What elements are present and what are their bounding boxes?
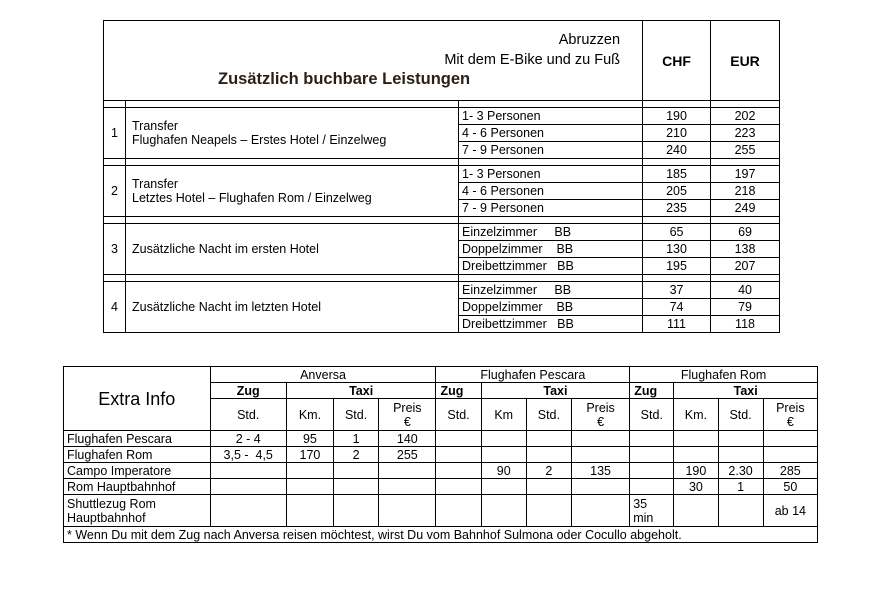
taxi-header: Taxi — [286, 383, 436, 399]
cell — [526, 447, 571, 463]
cell — [526, 495, 571, 527]
cell: 50 — [763, 479, 817, 495]
shuttle-zug-time: 35 — [633, 496, 648, 511]
std-header: Std. — [630, 399, 674, 431]
preis-label: Preis — [586, 400, 615, 415]
service-number: 2 — [104, 166, 126, 217]
cell — [571, 447, 629, 463]
cell: 255 — [379, 447, 436, 463]
cell — [630, 479, 674, 495]
cell: 2 - 4 — [210, 431, 286, 447]
cell — [379, 463, 436, 479]
price-chf: 111 — [643, 316, 711, 333]
service-option: Doppelzimmer BB — [459, 299, 643, 316]
service-option: 1- 3 Personen — [459, 108, 643, 125]
service-option: Doppelzimmer BB — [459, 241, 643, 258]
service-option: Dreibettzimmer BB — [459, 316, 643, 333]
service-desc-line1: Transfer — [132, 177, 179, 191]
cell — [674, 447, 718, 463]
cell — [571, 431, 629, 447]
shuttle-label-line2: Hauptbahnhof — [67, 510, 146, 525]
km-header: Km — [481, 399, 526, 431]
cell — [334, 479, 379, 495]
service-option: Dreibettzimmer BB — [459, 258, 643, 275]
service-1-row — [104, 108, 780, 125]
preis-header — [763, 399, 817, 431]
price-eur: 202 — [711, 108, 780, 125]
cell — [718, 447, 763, 463]
price-chf: 190 — [643, 108, 711, 125]
service-option: Einzelzimmer BB — [459, 282, 643, 299]
cell — [571, 495, 629, 527]
cell — [286, 495, 333, 527]
euro-label: € — [786, 414, 794, 429]
service-desc-line2: Letztes Hotel – Flughafen Rom / Einzelweg — [132, 191, 372, 205]
cell — [630, 463, 674, 479]
services-header-row — [104, 21, 780, 101]
std-header: Std. — [210, 399, 286, 431]
service-4-row — [104, 282, 780, 299]
cell: 95 — [286, 431, 333, 447]
cell: 2 — [334, 447, 379, 463]
price-chf: 37 — [643, 282, 711, 299]
service-option: 1- 3 Personen — [459, 166, 643, 183]
cell: 135 — [571, 463, 629, 479]
cell — [334, 495, 379, 527]
cell — [526, 479, 571, 495]
service-option: 4 - 6 Personen — [459, 183, 643, 200]
cell — [210, 463, 286, 479]
std-header: Std. — [436, 399, 481, 431]
cell — [436, 495, 481, 527]
price-chf: 205 — [643, 183, 711, 200]
price-chf: 210 — [643, 125, 711, 142]
page-title: Zusätzlich buchbare Leistungen — [218, 70, 471, 88]
preis-header — [571, 399, 629, 431]
preis-header — [379, 399, 436, 431]
cell — [630, 495, 674, 527]
price-chf: 235 — [643, 200, 711, 217]
zug-header: Zug — [630, 383, 674, 399]
shuttle-price: ab 14 — [763, 495, 817, 527]
table-row — [64, 479, 818, 495]
cell — [210, 479, 286, 495]
shuttle-zug-unit: min — [633, 510, 654, 525]
service-number: 4 — [104, 282, 126, 333]
cell — [674, 495, 718, 527]
price-eur: 255 — [711, 142, 780, 159]
row-label: Flughafen Rom — [64, 447, 211, 463]
price-eur: 207 — [711, 258, 780, 275]
currency-eur-header: EUR — [711, 21, 780, 101]
price-eur: 138 — [711, 241, 780, 258]
spacer-row — [104, 159, 780, 166]
cell — [526, 431, 571, 447]
price-eur: 218 — [711, 183, 780, 200]
service-option: 7 - 9 Personen — [459, 200, 643, 217]
cell — [718, 431, 763, 447]
price-chf: 74 — [643, 299, 711, 316]
cell — [286, 479, 333, 495]
cell: 1 — [718, 479, 763, 495]
cell — [436, 463, 481, 479]
row-label: Rom Hauptbahnhof — [64, 479, 211, 495]
price-eur: 79 — [711, 299, 780, 316]
service-description — [126, 224, 459, 275]
service-number: 3 — [104, 224, 126, 275]
service-option: Einzelzimmer BB — [459, 224, 643, 241]
price-chf: 185 — [643, 166, 711, 183]
row-label: Flughafen Pescara — [64, 431, 211, 447]
cell — [286, 463, 333, 479]
service-desc-line1: Transfer — [132, 119, 179, 133]
table-row — [64, 495, 818, 527]
service-description — [126, 108, 459, 159]
euro-label: € — [403, 414, 411, 429]
cell — [481, 431, 526, 447]
shuttle-label-line1: Shuttlezug Rom — [67, 496, 156, 511]
price-eur: 197 — [711, 166, 780, 183]
service-desc-line1: Zusätzliche Nacht im ersten Hotel — [132, 242, 319, 256]
zug-header: Zug — [436, 383, 481, 399]
currency-chf-header: CHF — [643, 21, 711, 101]
cell — [436, 447, 481, 463]
cell: 2.30 — [718, 463, 763, 479]
cell: 190 — [674, 463, 718, 479]
cell: 3,5 - 4,5 — [210, 447, 286, 463]
row-label: Campo Imperatore — [64, 463, 211, 479]
cell — [674, 431, 718, 447]
service-2-row — [104, 166, 780, 183]
cell — [763, 447, 817, 463]
price-eur: 69 — [711, 224, 780, 241]
services-header — [104, 21, 643, 101]
table-row — [64, 431, 818, 447]
km-header: Km. — [674, 399, 718, 431]
taxi-header: Taxi — [481, 383, 630, 399]
cell — [334, 463, 379, 479]
service-3-row — [104, 224, 780, 241]
cell — [436, 479, 481, 495]
price-chf: 240 — [643, 142, 711, 159]
std-header: Std. — [526, 399, 571, 431]
group-flughafen-rom: Flughafen Rom — [630, 367, 818, 383]
service-option: 7 - 9 Personen — [459, 142, 643, 159]
region-label: Abruzzen — [558, 32, 621, 48]
zug-header: Zug — [210, 383, 286, 399]
taxi-header: Taxi — [674, 383, 818, 399]
price-eur: 40 — [711, 282, 780, 299]
service-number: 1 — [104, 108, 126, 159]
service-option: 4 - 6 Personen — [459, 125, 643, 142]
price-eur: 249 — [711, 200, 780, 217]
table-row — [64, 463, 818, 479]
cell — [481, 447, 526, 463]
km-header: Km. — [286, 399, 333, 431]
price-chf: 195 — [643, 258, 711, 275]
cell — [436, 431, 481, 447]
std-header: Std. — [718, 399, 763, 431]
cell — [571, 479, 629, 495]
preis-label: Preis — [776, 400, 805, 415]
subtitle-label: Mit dem E-Bike und zu Fuß — [444, 52, 621, 68]
service-description — [126, 282, 459, 333]
service-description — [126, 166, 459, 217]
cell: 90 — [481, 463, 526, 479]
cell: 1 — [334, 431, 379, 447]
cell: 170 — [286, 447, 333, 463]
cell — [481, 479, 526, 495]
cell: 2 — [526, 463, 571, 479]
group-flughafen-pescara: Flughafen Pescara — [436, 367, 630, 383]
extra-info-table — [63, 366, 818, 543]
cell: 140 — [379, 431, 436, 447]
footnote: * Wenn Du mit dem Zug nach Anversa reisen möchtest, wirst Du vom Bahnhof Sulmona oder Cocullo abgeholt. — [64, 527, 818, 543]
row-label — [64, 495, 211, 527]
service-desc-line1: Zusätzliche Nacht im letzten Hotel — [132, 300, 321, 314]
spacer-row — [104, 275, 780, 282]
cell: 30 — [674, 479, 718, 495]
service-desc-line2: Flughafen Neapels – Erstes Hotel / Einzelweg — [132, 133, 387, 147]
cell — [630, 431, 674, 447]
extra-group-row — [64, 367, 818, 383]
price-chf: 65 — [643, 224, 711, 241]
table-row — [64, 447, 818, 463]
euro-label: € — [597, 414, 605, 429]
cell: 285 — [763, 463, 817, 479]
cell — [630, 447, 674, 463]
spacer-row — [104, 101, 780, 108]
preis-label: Preis — [393, 400, 422, 415]
cell — [379, 495, 436, 527]
price-chf: 130 — [643, 241, 711, 258]
footnote-row — [64, 527, 818, 543]
cell — [379, 479, 436, 495]
extra-info-title: Extra Info — [64, 367, 211, 431]
cell — [763, 431, 817, 447]
cell — [481, 495, 526, 527]
cell — [210, 495, 286, 527]
group-anversa: Anversa — [210, 367, 436, 383]
cell — [718, 495, 763, 527]
services-table — [103, 20, 780, 333]
price-eur: 223 — [711, 125, 780, 142]
std-header: Std. — [334, 399, 379, 431]
spacer-row — [104, 217, 780, 224]
price-eur: 118 — [711, 316, 780, 333]
